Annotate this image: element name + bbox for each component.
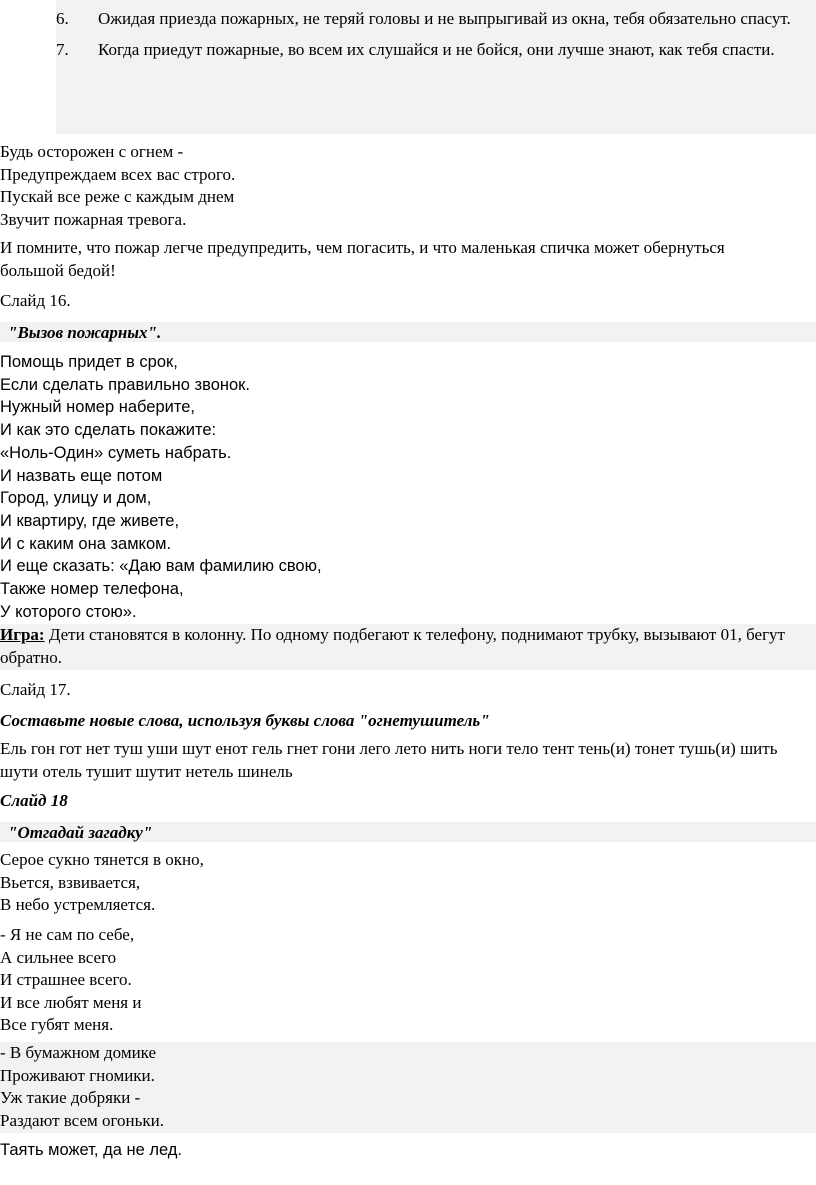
riddle-line: И страшнее всего. <box>0 970 132 989</box>
game-label: Игра: <box>0 625 45 644</box>
poem-line: Будь осторожен с огнем - <box>0 142 184 161</box>
slide-16-title: "Вызов пожарных". <box>0 322 816 342</box>
riddle-matches <box>0 1042 816 1133</box>
riddle-line: - Я не сам по себе, <box>0 925 135 944</box>
riddle-fire <box>0 924 816 1037</box>
riddle-line: Все губят меня. <box>0 1015 114 1034</box>
poem-line: Предупреждаем всех вас строго. <box>0 164 236 184</box>
riddle-line: Проживают гномики. <box>0 1065 155 1085</box>
list-text: Ожидая приезда пожарных, не теряй головы и не выпрыгивай из окна, тебя обязательно спасут. <box>98 9 791 28</box>
list-number: 6. <box>56 9 69 28</box>
list-number: 7. <box>56 39 69 59</box>
list-item <box>56 8 816 31</box>
riddle-line: Уж такие добряки - <box>0 1088 141 1107</box>
riddle-line: А сильнее всего <box>0 947 117 967</box>
poem-line: Если сделать правильно звонок. <box>0 375 250 394</box>
poem-fire-call <box>0 351 816 623</box>
riddle-line: - В бумажном домике <box>0 1043 157 1062</box>
poem-line: И назвать еще потом <box>0 466 163 485</box>
safety-rules-list <box>56 0 816 134</box>
slide-18-label: Слайд 18 <box>0 791 68 810</box>
poem-line: Также номер телефона, <box>0 580 184 599</box>
poem-line: Город, улицу и дом, <box>0 489 152 508</box>
remember-paragraph: И помните, что пожар легче предупредить, чем погасить, и что маленькая спичка может обернуться большой бедой! <box>0 238 725 280</box>
riddle-smoke <box>0 849 816 917</box>
poem-line: И еще сказать: «Даю вам фамилию свою, <box>0 557 322 576</box>
riddle-candle: Таять может, да не лед. <box>0 1141 182 1159</box>
riddle-line: Вьется, взвивается, <box>0 872 141 892</box>
riddle-line: В небо устремляется. <box>0 895 156 914</box>
poem-line: Пускай все реже с каждым днем <box>0 187 235 206</box>
list-text: Когда приедут пожарные, во всем их слушайся и не бойся, они лучше знают, как тебя спасти. <box>98 39 775 59</box>
poem-line: И квартиру, где живете, <box>0 511 180 530</box>
riddle-line: И все любят меня и <box>0 992 142 1012</box>
game-text: Дети становятся в колонну. По одному подбегают к телефону, поднимают трубку, вызывают 01, бегут обратно. <box>0 625 785 667</box>
poem-fire-warning <box>0 141 816 231</box>
riddle-line: Раздают всем огоньки. <box>0 1110 164 1130</box>
game-paragraph <box>0 624 816 670</box>
poem-line: У которого стою». <box>0 602 137 621</box>
words-paragraph: Ель гон гот нет туш уши шут енот гель гнет гони лего лето нить ноги тело тент тень(и) тонет тушь(и) шить шути отель тушит шутит нетель шинель <box>0 739 778 781</box>
poem-line: И как это сделать покажите: <box>0 421 217 440</box>
slide-17-title: Составьте новые слова, используя буквы слова "огнетушитель" <box>0 711 490 730</box>
poem-line: Нужный номер наберите, <box>0 398 195 417</box>
riddle-line: Серое сукно тянется в окно, <box>0 850 204 869</box>
slide-16-label: Слайд 16. <box>0 291 71 310</box>
poem-line: Звучит пожарная тревога. <box>0 209 187 229</box>
poem-line: И с каким она замком. <box>0 534 172 553</box>
poem-line: Помощь придет в срок, <box>0 353 178 371</box>
poem-line: «Ноль-Один» суметь набрать. <box>0 443 232 462</box>
slide-17-label: Слайд 17. <box>0 680 71 699</box>
list-item <box>56 39 816 62</box>
slide-18-title: "Отгадай загадку" <box>0 822 816 842</box>
